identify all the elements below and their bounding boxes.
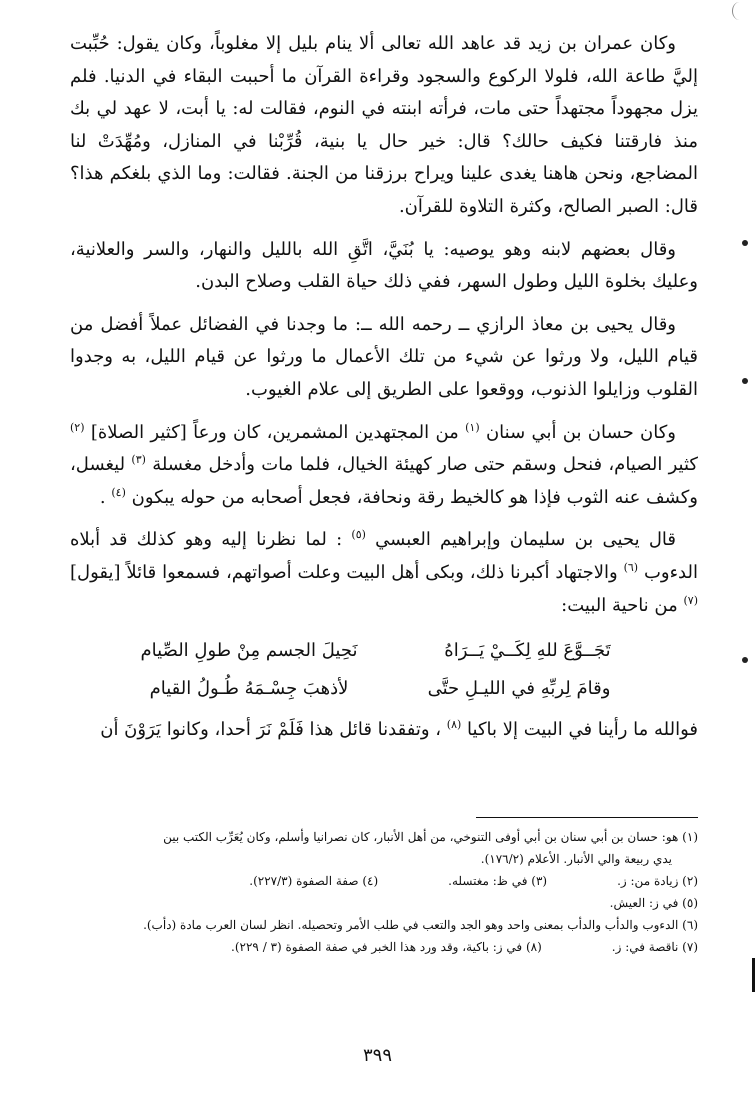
para5-text-a: قال يحيى بن سليمان وإبراهيم العبسي (375, 529, 676, 551)
footnote-row (70, 870, 698, 892)
poem (70, 632, 698, 708)
margin-dot (742, 378, 748, 384)
footnote-3: (٣) في ظ: مغتسله. (448, 874, 548, 888)
footnote-ref-3: (٣) (131, 453, 146, 467)
margin-dot (742, 240, 748, 246)
paragraph-2: وقال بعضهم لابنه وهو يوصيه: يا بُنَيَّ، اتَّقِ الله بالليل والنهار، والسر والعلانية، وعليك بخلوة الليل وطول السهر، ففي ذلك حياة القلب وصلاح البدن. (70, 238, 698, 293)
para4-text-c: كثير الصيام، فنحل وسقم حتى صار كهيئة الخيال، فلما مات وأدخل مغسلة (152, 454, 698, 476)
footnote-8: (٨) في ز: باكية، وقد ورد هذا الخبر في صفة الصفوة (٣ / ٢٢٩). (231, 940, 542, 954)
footnote-6: (٦) الدءوب والدأب والدأب بمعنى واحد وهو الجد والتعب في طلب الأمر وتحصيله. انظر لسان العرب مادة (دأب). (143, 918, 698, 932)
verse-first-hemistich: وقامَ لِربِّهِ في الليـلِ حتَّى (427, 678, 611, 700)
footnote-row (70, 936, 698, 958)
para4-text-a: وكان حسان بن أبي سنان (485, 421, 676, 443)
footnote-ref-7: (٧) (683, 593, 698, 607)
footnote-ref-8: (٨) (446, 718, 462, 732)
para4-text-d: ليغسل، وكشف عنه الثوب فإذا هو كالخيط رقة ونحافة، فجعل أصحابه من حوله يبكون (70, 454, 698, 508)
para5-text-b: : لما نظرنا إليه وهو كذلك قد أبلاه الدءوب (70, 529, 698, 583)
footnotes (70, 826, 698, 958)
verse-second-hemistich: نَحِيلَ الجسم مِنْ طولِ الصِّيام (140, 640, 358, 662)
para4-text-e: . (99, 486, 106, 508)
footnote-ref-2: (٢) (70, 420, 85, 434)
main-text (70, 28, 698, 747)
footnote-ref-6: (٦) (623, 560, 639, 574)
para5-text-c: والاجتهاد أكبرنا ذلك، وبكى أهل البيت وعلت أصواتهم، فسمعوا قائلاً [يقول] (70, 561, 618, 583)
footnote-1-continued: يدي ربيعة والي الأنبار. الأعلام (١٧٦/٢). (480, 852, 672, 866)
page-number: ٣٩٩ (362, 1045, 392, 1066)
paragraph-1: وكان عمران بن زيد قد عاهد الله تعالى ألا ينام بليل إلا مغلوباً، وكان يقول: حُبِّبت إليَّ طاعة الله، فلولا الركوع والسجود وقراءة القرآن ما أحببت البقاء في الدنيا. فلم يزل مجهوداً مجتهداً حتى مات، فرأته ابنته في النوم، فقالت له: يا أبت، لا عهد لي بك منذ فارقتنا فكيف حالك؟ قال: خير حال يا بنية، قُرِّبْنا في المنازل، ومُهِّدَتْ لنا المضاجع، ونحن هاهنا يغدى علينا ويراح برزقنا من الجنة. فقالت: وما الذي بلغكم هذا؟ قال: الصبر الصالح، وكثرة التلاوة للقرآن. (70, 33, 698, 217)
para4-text-b: من المجتهدين المشمرين، كان ورعاً [كثير الصلاة] (90, 421, 459, 443)
paragraph-3: وقال يحيى بن معاذ الرازي ــ رحمه الله ــ: ما وجدنا في الفضائل عملاً أفضل من قيام الليل، ولا ورثوا عن شيء من تلك الأعمال ما ورثوا عن قيام الليل، به وجدوا القلوب وزايلوا الذنوب، ووقعوا على الطريق إلى علام الغيوب. (70, 313, 698, 400)
paragraph-6 (70, 714, 698, 747)
footnote-4: (٤) صفة الصفوة (٢٢٧/٣). (249, 874, 379, 888)
poem-verse (70, 670, 698, 708)
footnote-ref-4: (٤) (111, 485, 126, 499)
footnote-separator (476, 817, 698, 818)
footnote-7: (٧) ناقصة في: ز. (611, 940, 698, 954)
scan-corner-mark (732, 2, 747, 20)
margin-dot (742, 657, 748, 663)
para5-text-d: من ناحية البيت: (561, 594, 678, 616)
poem-verse (70, 632, 698, 670)
footnote-2: (٢) زيادة من: ز. (617, 874, 698, 888)
footnote-ref-5: (٥) (351, 528, 366, 542)
footnote-5: (٥) في ز: العيش. (609, 896, 698, 910)
para6-text-a: فوالله ما رأينا في البيت إلا باكيا (467, 719, 698, 741)
footnote-ref-1: (١) (465, 420, 480, 434)
verse-second-hemistich: لأذهبَ جِسْـمَهُ طُـولُ القيام (149, 678, 349, 700)
paragraph-4 (70, 417, 698, 515)
verse-first-hemistich: تَجَــوَّعَ للهِ لِكَــيْ يَــرَاهُ (444, 640, 611, 662)
paragraph-5 (70, 524, 698, 622)
footnote-1: (١) هو: حسان بن أبي سنان بن أبي أوفى التنوخي، من أهل الأنبار، كان نصرانيا وأسلم، وكان يُعَرِّب الكتب بين (163, 830, 698, 844)
para6-text-b: ، وتفقدنا قائل هذا فَلَمْ نَرَ أحدا، وكانوا يَرَوْنَ أن (100, 719, 442, 741)
